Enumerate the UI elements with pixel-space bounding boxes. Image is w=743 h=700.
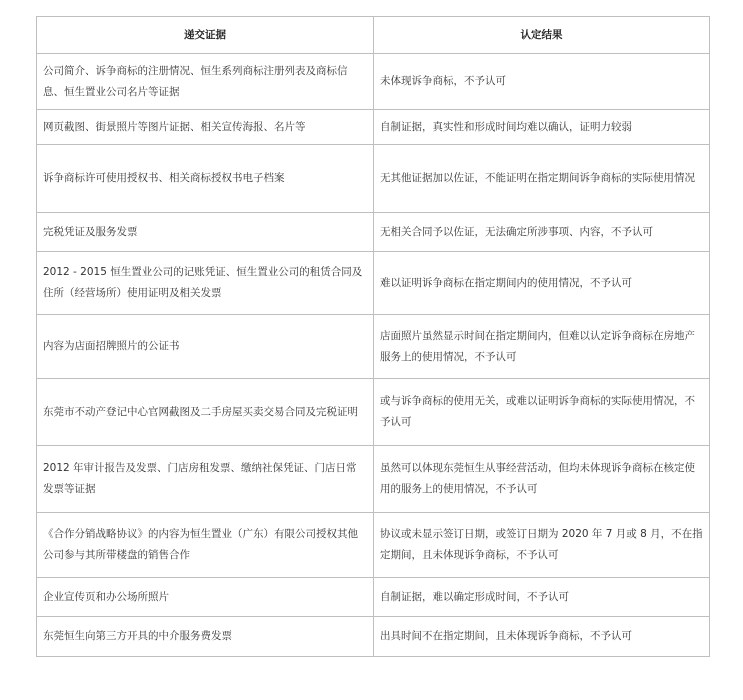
evidence-cell: 诉争商标许可使用授权书、相关商标授权书电子档案 — [37, 145, 374, 213]
evidence-cell: 企业宣传页和办公场所照片 — [37, 578, 374, 617]
result-cell: 协议或未显示签订日期，或签订日期为 2020 年 7 月或 8 月，不在指定期间，且未体现诉争商标，不予认可 — [374, 513, 710, 578]
table-row — [37, 110, 710, 145]
evidence-cell: 2012 - 2015 恒生置业公司的记账凭证、恒生置业公司的租赁合同及住所（经营场所）使用证明及相关发票 — [37, 252, 374, 315]
table-header — [37, 17, 710, 54]
table-row — [37, 315, 710, 379]
result-cell: 难以证明诉争商标在指定期间内的使用情况，不予认可 — [374, 252, 710, 315]
table-row — [37, 54, 710, 110]
table-body — [37, 54, 710, 657]
evidence-cell: 东莞市不动产登记中心官网截图及二手房屋买卖交易合同及完税证明 — [37, 379, 374, 446]
evidence-cell: 《合作分销战略协议》的内容为恒生置业（广东）有限公司授权其他公司参与其所带楼盘的销售合作 — [37, 513, 374, 578]
result-cell: 店面照片虽然显示时间在指定期间内，但难以认定诉争商标在房地产服务上的使用情况，不予认可 — [374, 315, 710, 379]
table-row — [37, 578, 710, 617]
header-evidence: 递交证据 — [37, 17, 374, 54]
result-cell: 自制证据，难以确定形成时间，不予认可 — [374, 578, 710, 617]
result-cell: 虽然可以体现东莞恒生从事经营活动，但均未体现诉争商标在核定使用的服务上的使用情况，不予认可 — [374, 446, 710, 513]
table-row — [37, 513, 710, 578]
evidence-cell: 公司简介、诉争商标的注册情况、恒生系列商标注册列表及商标信息、恒生置业公司名片等证据 — [37, 54, 374, 110]
evidence-cell: 完税凭证及服务发票 — [37, 213, 374, 252]
result-cell: 或与诉争商标的使用无关，或难以证明诉争商标的实际使用情况，不予认可 — [374, 379, 710, 446]
table-row — [37, 213, 710, 252]
result-cell: 自制证据，真实性和形成时间均难以确认，证明力较弱 — [374, 110, 710, 145]
header-row — [37, 17, 710, 54]
table-row — [37, 145, 710, 213]
evidence-table — [36, 16, 710, 657]
result-cell: 无相关合同予以佐证，无法确定所涉事项、内容，不予认可 — [374, 213, 710, 252]
evidence-cell: 2012 年审计报告及发票、门店房租发票、缴纳社保凭证、门店日常发票等证据 — [37, 446, 374, 513]
evidence-cell: 网页截图、街景照片等图片证据、相关宣传海报、名片等 — [37, 110, 374, 145]
table-row — [37, 446, 710, 513]
table-row — [37, 252, 710, 315]
result-cell: 出具时间不在指定期间，且未体现诉争商标，不予认可 — [374, 617, 710, 657]
result-cell: 未体现诉争商标，不予认可 — [374, 54, 710, 110]
header-result: 认定结果 — [374, 17, 710, 54]
evidence-cell: 东莞恒生向第三方开具的中介服务费发票 — [37, 617, 374, 657]
evidence-cell: 内容为店面招牌照片的公证书 — [37, 315, 374, 379]
table-row — [37, 617, 710, 657]
table-row — [37, 379, 710, 446]
result-cell: 无其他证据加以佐证，不能证明在指定期间诉争商标的实际使用情况 — [374, 145, 710, 213]
